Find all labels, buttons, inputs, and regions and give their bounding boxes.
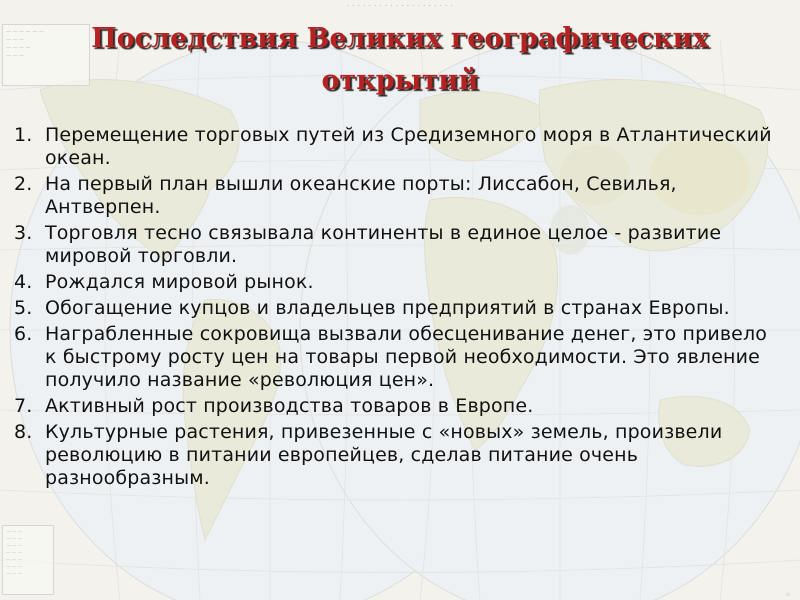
list-item <box>14 395 784 418</box>
item-text: Обогащение купцов и владельцев предприятий в странах Европы. <box>45 297 730 319</box>
item-text: Активный рост производства товаров в Европе. <box>45 395 534 417</box>
list-item <box>14 297 784 320</box>
list-item <box>14 271 784 294</box>
item-text: Культурные растения, привезенные с «новых» земель, произвели революцию в питании европейцев, сделав питание очень разнообразным. <box>45 421 723 489</box>
item-number: 3. <box>14 222 33 244</box>
item-text: Торговля тесно связывала континенты в единое целое - развитие мировой торговли. <box>45 222 722 267</box>
slide-title: Последствия Великих географических открытий <box>91 23 709 96</box>
item-text: На первый план вышли океанские порты: Лиссабон, Севилья, Антверпен. <box>45 173 677 218</box>
item-text: Награбленные сокровища вызвали обесценивание денег, это привело к быстрому росту цен на товары первой необходимости. Это явление получило название «революция цен». <box>45 323 768 391</box>
item-number: 8. <box>14 421 33 443</box>
item-number: 1. <box>14 124 33 146</box>
list-item <box>14 222 784 268</box>
item-number: 4. <box>14 271 33 293</box>
list-item <box>14 323 784 392</box>
item-number: 6. <box>14 323 33 345</box>
item-number: 2. <box>14 173 33 195</box>
list-item <box>14 124 784 170</box>
list-item <box>14 421 784 490</box>
map-corner-mark: ▫ <box>785 591 790 598</box>
consequences-list <box>14 124 784 493</box>
list-item <box>14 173 784 219</box>
item-number: 5. <box>14 297 33 319</box>
map-legend-top: — — — — — — — — — — — — — — — — <box>2 24 90 86</box>
item-number: 7. <box>14 395 33 417</box>
item-text: Рождался мировой рынок. <box>45 271 314 293</box>
map-legend-bottom: — — — — — — — — — — — — — — — — — — — — — <box>2 525 54 595</box>
map-header-decoration: · · · · · · · · · · · · · · · · · · · · <box>346 2 454 10</box>
item-text: Перемещение торговых путей из Средиземного моря в Атлантический океан. <box>45 124 772 169</box>
